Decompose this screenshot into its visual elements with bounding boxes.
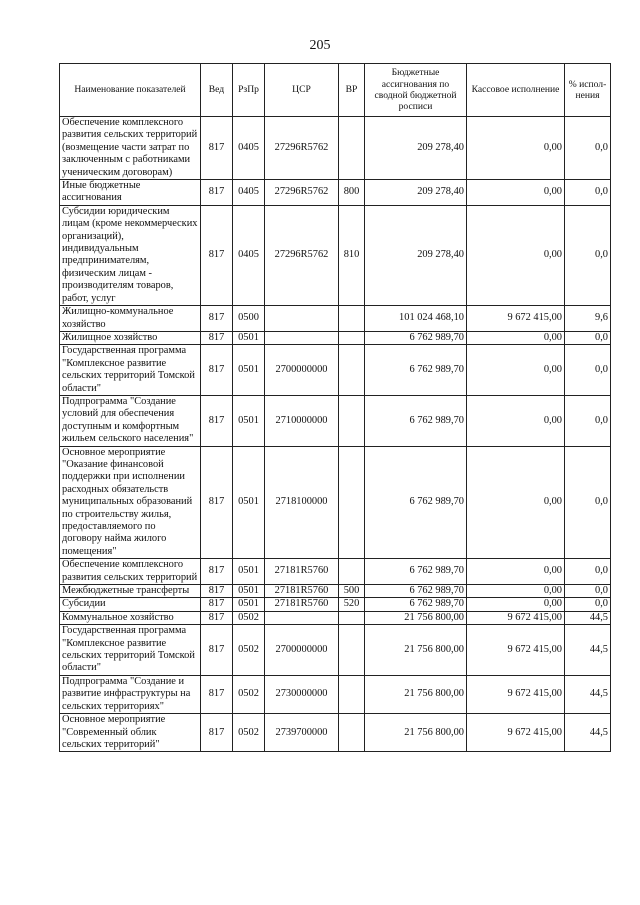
- table-row: [60, 446, 611, 559]
- cell-assignments: 21 756 800,00: [365, 611, 467, 624]
- cell-execution: 0,00: [467, 559, 565, 585]
- table-row: [60, 117, 611, 180]
- cell-name: Жилищно-коммунальное хозяйство: [60, 306, 201, 332]
- cell-rzpr: 0502: [233, 714, 265, 752]
- cell-execution: 9 672 415,00: [467, 306, 565, 332]
- cell-rzpr: 0405: [233, 205, 265, 305]
- table-row: [60, 598, 611, 611]
- cell-rzpr: 0405: [233, 180, 265, 206]
- cell-percent: 44,5: [565, 714, 611, 752]
- cell-vr: 520: [339, 598, 365, 611]
- cell-csr: [265, 331, 339, 344]
- cell-name: Иные бюджетные ассигнования: [60, 180, 201, 206]
- cell-assignments: 21 756 800,00: [365, 675, 467, 713]
- cell-execution: 0,00: [467, 598, 565, 611]
- cell-assignments: 6 762 989,70: [365, 559, 467, 585]
- cell-percent: 0,0: [565, 331, 611, 344]
- table-row: [60, 559, 611, 585]
- cell-percent: 0,0: [565, 180, 611, 206]
- cell-percent: 0,0: [565, 395, 611, 446]
- cell-rzpr: 0500: [233, 306, 265, 332]
- cell-vr: 800: [339, 180, 365, 206]
- cell-execution: 0,00: [467, 345, 565, 396]
- cell-rzpr: 0405: [233, 117, 265, 180]
- header-name: Наименование показателей: [60, 64, 201, 117]
- cell-execution: 0,00: [467, 331, 565, 344]
- cell-vr: [339, 395, 365, 446]
- cell-name: Субсидии: [60, 598, 201, 611]
- cell-name: Жилищное хозяйство: [60, 331, 201, 344]
- budget-execution-table: [59, 63, 611, 752]
- cell-ved: 817: [201, 559, 233, 585]
- cell-ved: 817: [201, 611, 233, 624]
- cell-execution: 0,00: [467, 395, 565, 446]
- table-row: [60, 180, 611, 206]
- cell-ved: 817: [201, 205, 233, 305]
- cell-percent: 44,5: [565, 611, 611, 624]
- cell-csr: 2730000000: [265, 675, 339, 713]
- cell-vr: [339, 611, 365, 624]
- header-row: [60, 64, 611, 117]
- page-number: 205: [309, 38, 331, 53]
- table-row: [60, 625, 611, 676]
- table-row: [60, 611, 611, 624]
- cell-vr: [339, 446, 365, 559]
- header-csr: ЦСР: [265, 64, 339, 117]
- cell-rzpr: 0501: [233, 395, 265, 446]
- header-ved: Вед: [201, 64, 233, 117]
- cell-csr: 2700000000: [265, 345, 339, 396]
- cell-assignments: 6 762 989,70: [365, 331, 467, 344]
- header-percent: % испол-нения: [565, 64, 611, 117]
- cell-rzpr: 0501: [233, 331, 265, 344]
- cell-execution: 0,00: [467, 180, 565, 206]
- cell-percent: 0,0: [565, 446, 611, 559]
- cell-ved: 817: [201, 306, 233, 332]
- cell-name: Государственная программа "Комплексное развитие сельских территорий Томской области": [60, 345, 201, 396]
- cell-rzpr: 0501: [233, 446, 265, 559]
- table-row: [60, 306, 611, 332]
- cell-name: Обеспечение комплексного развития сельских территорий: [60, 559, 201, 585]
- cell-name: Основное мероприятие "Оказание финансовой поддержки при исполнении расходных обязательств муниципальных образований по строительству жилья, предоставляемого по договору найма жилого помещения": [60, 446, 201, 559]
- cell-ved: 817: [201, 395, 233, 446]
- header-vr: ВР: [339, 64, 365, 117]
- cell-vr: [339, 675, 365, 713]
- table-row: [60, 345, 611, 396]
- cell-vr: [339, 625, 365, 676]
- cell-ved: 817: [201, 625, 233, 676]
- cell-assignments: 209 278,40: [365, 180, 467, 206]
- cell-rzpr: 0502: [233, 625, 265, 676]
- cell-ved: 817: [201, 675, 233, 713]
- cell-rzpr: 0501: [233, 585, 265, 598]
- cell-rzpr: 0502: [233, 675, 265, 713]
- cell-name: Коммунальное хозяйство: [60, 611, 201, 624]
- cell-csr: [265, 611, 339, 624]
- cell-rzpr: 0501: [233, 345, 265, 396]
- cell-percent: 0,0: [565, 598, 611, 611]
- cell-assignments: 21 756 800,00: [365, 714, 467, 752]
- cell-assignments: 6 762 989,70: [365, 395, 467, 446]
- cell-ved: 817: [201, 180, 233, 206]
- cell-csr: [265, 306, 339, 332]
- cell-name: Субсидии юридическим лицам (кроме некоммерческих организаций), индивидуальным предпринимателям, физическим лицам - производителям товаров, работ, услуг: [60, 205, 201, 305]
- header-rzpr: РзПр: [233, 64, 265, 117]
- header-assignments: Бюджетные ассигнования по сводной бюджетной росписи: [365, 64, 467, 117]
- cell-vr: [339, 306, 365, 332]
- table-row: [60, 205, 611, 305]
- table-row: [60, 395, 611, 446]
- cell-assignments: 6 762 989,70: [365, 585, 467, 598]
- cell-percent: 0,0: [565, 559, 611, 585]
- cell-rzpr: 0502: [233, 611, 265, 624]
- cell-assignments: 209 278,40: [365, 205, 467, 305]
- cell-csr: 2718100000: [265, 446, 339, 559]
- cell-ved: 817: [201, 331, 233, 344]
- cell-execution: 9 672 415,00: [467, 625, 565, 676]
- cell-percent: 44,5: [565, 675, 611, 713]
- cell-execution: 0,00: [467, 117, 565, 180]
- cell-assignments: 6 762 989,70: [365, 345, 467, 396]
- cell-csr: 27181R5760: [265, 598, 339, 611]
- cell-assignments: 101 024 468,10: [365, 306, 467, 332]
- cell-execution: 0,00: [467, 446, 565, 559]
- cell-execution: 0,00: [467, 205, 565, 305]
- cell-name: Обеспечение комплексного развития сельских территорий (возмещение части затрат по заключенным с работниками ученическим договорам): [60, 117, 201, 180]
- cell-execution: 9 672 415,00: [467, 714, 565, 752]
- header-execution: Кассовое исполнение: [467, 64, 565, 117]
- cell-ved: 817: [201, 117, 233, 180]
- cell-ved: 817: [201, 598, 233, 611]
- cell-percent: 44,5: [565, 625, 611, 676]
- cell-csr: 27181R5760: [265, 585, 339, 598]
- cell-csr: 2700000000: [265, 625, 339, 676]
- cell-name: Межбюджетные трансферты: [60, 585, 201, 598]
- cell-assignments: 209 278,40: [365, 117, 467, 180]
- cell-csr: 27181R5760: [265, 559, 339, 585]
- cell-name: Подпрограмма "Создание условий для обеспечения доступным и комфортным жильем сельского населения": [60, 395, 201, 446]
- cell-vr: [339, 559, 365, 585]
- cell-ved: 817: [201, 446, 233, 559]
- table-row: [60, 585, 611, 598]
- cell-name: Государственная программа "Комплексное развитие сельских территорий Томской области": [60, 625, 201, 676]
- cell-percent: 0,0: [565, 205, 611, 305]
- cell-assignments: 6 762 989,70: [365, 598, 467, 611]
- cell-vr: 500: [339, 585, 365, 598]
- cell-percent: 0,0: [565, 585, 611, 598]
- cell-percent: 9,6: [565, 306, 611, 332]
- cell-ved: 817: [201, 585, 233, 598]
- cell-rzpr: 0501: [233, 598, 265, 611]
- cell-name: Подпрограмма "Создание и развитие инфраструктуры на сельских территориях": [60, 675, 201, 713]
- cell-vr: [339, 331, 365, 344]
- cell-execution: 9 672 415,00: [467, 675, 565, 713]
- cell-vr: 810: [339, 205, 365, 305]
- table-row: [60, 714, 611, 752]
- cell-vr: [339, 345, 365, 396]
- cell-csr: 27296R5762: [265, 205, 339, 305]
- cell-name: Основное мероприятие "Современный облик сельских территорий": [60, 714, 201, 752]
- cell-percent: 0,0: [565, 117, 611, 180]
- cell-csr: 27296R5762: [265, 180, 339, 206]
- cell-vr: [339, 117, 365, 180]
- cell-rzpr: 0501: [233, 559, 265, 585]
- cell-execution: 9 672 415,00: [467, 611, 565, 624]
- table-row: [60, 331, 611, 344]
- table-row: [60, 675, 611, 713]
- cell-ved: 817: [201, 345, 233, 396]
- cell-csr: 2739700000: [265, 714, 339, 752]
- cell-ved: 817: [201, 714, 233, 752]
- cell-execution: 0,00: [467, 585, 565, 598]
- cell-csr: 27296R5762: [265, 117, 339, 180]
- cell-csr: 2710000000: [265, 395, 339, 446]
- cell-vr: [339, 714, 365, 752]
- cell-assignments: 21 756 800,00: [365, 625, 467, 676]
- cell-percent: 0,0: [565, 345, 611, 396]
- cell-assignments: 6 762 989,70: [365, 446, 467, 559]
